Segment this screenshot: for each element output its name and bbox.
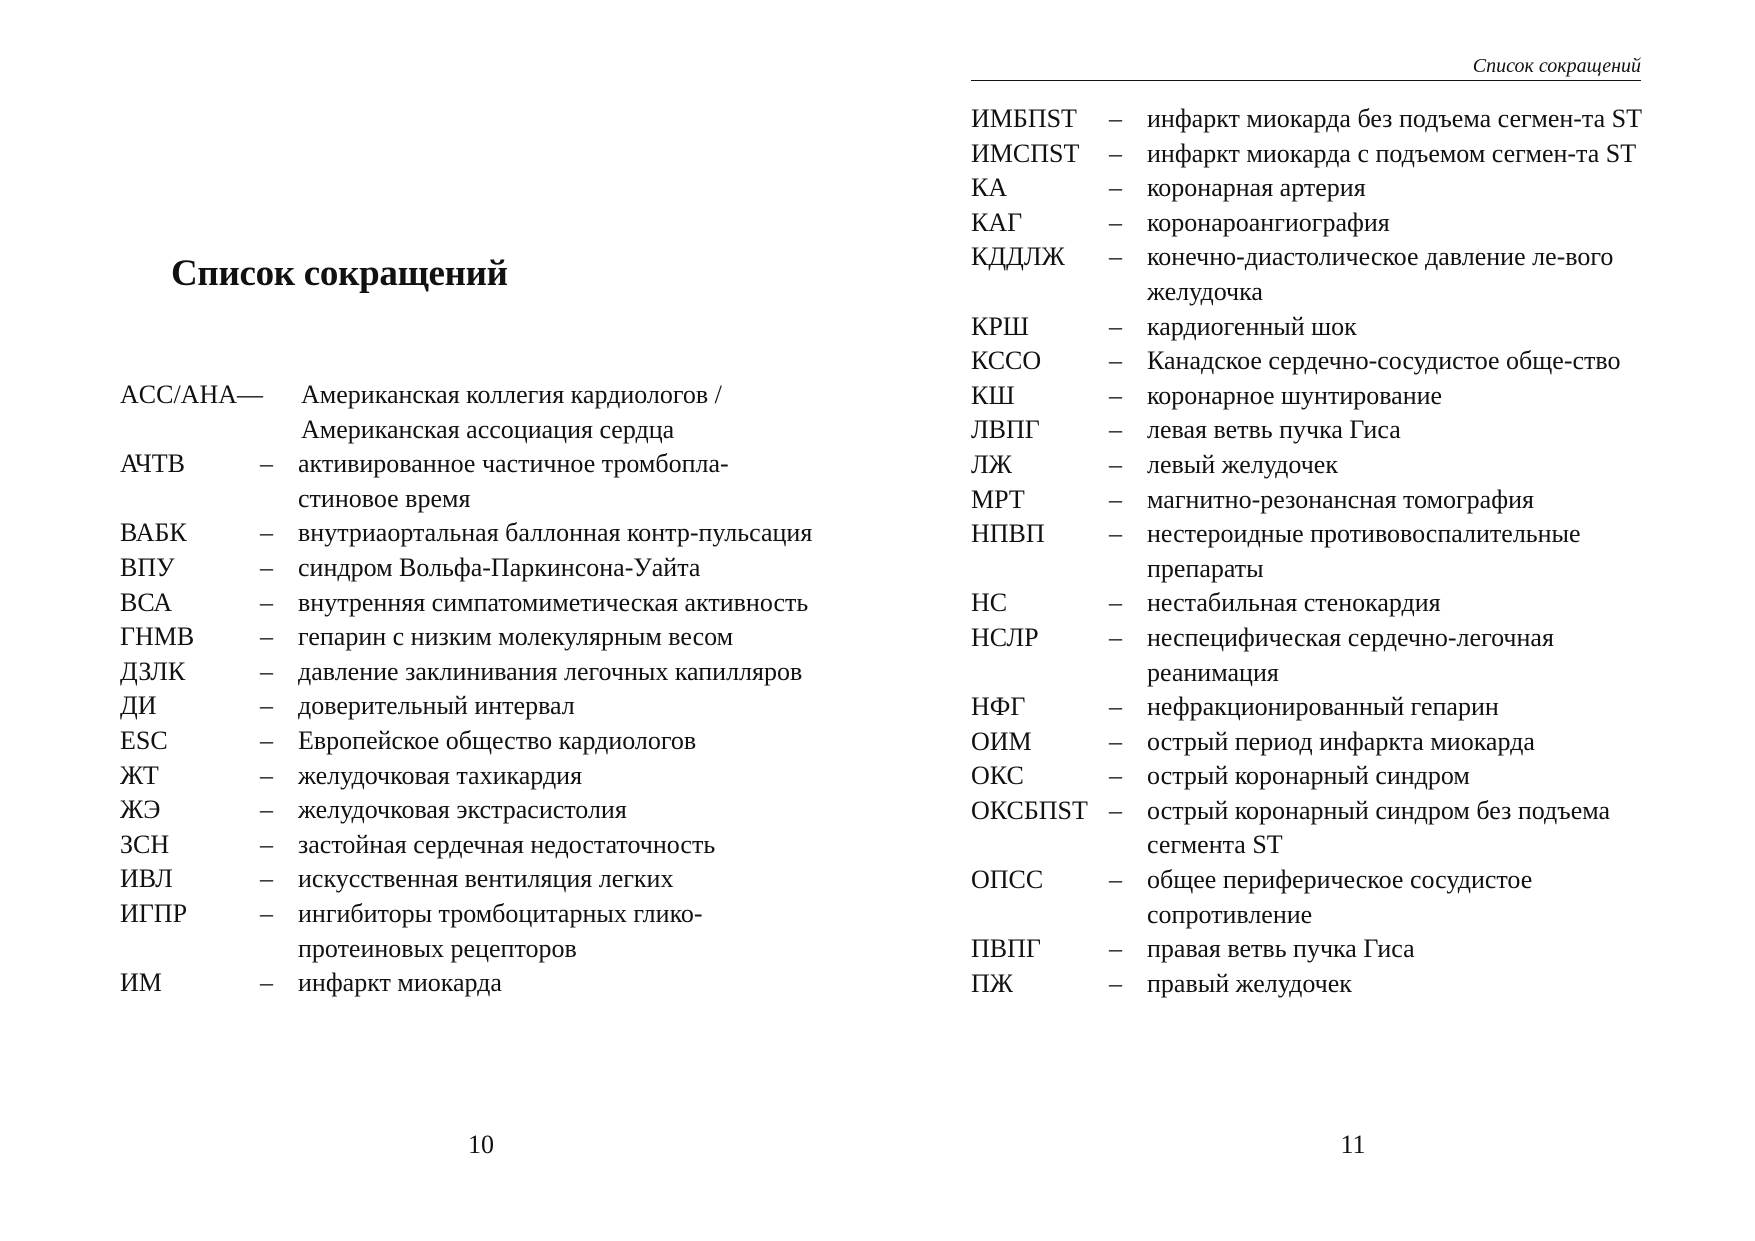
abbreviation-term: ПВПГ [971,934,1041,964]
abbreviation-term: КАГ [971,207,1023,237]
abbreviation-entry [120,689,820,724]
entry-dash: – [1109,104,1122,133]
abbreviation-definition: правый желудочек [1147,968,1352,998]
abbreviation-term: ESC [120,725,168,755]
abbreviation-definition: инфаркт миокарда [298,968,502,998]
abbreviation-definition: Американская коллегия кардиологов / Американская ассоциация сердца [301,380,722,444]
abbreviation-definition: нестероидные противовоспалительные препараты [1147,519,1581,583]
abbreviation-definition: коронарная артерия [1147,173,1366,203]
entry-dash: – [1109,692,1122,722]
abbreviation-term: АЧТВ [120,449,185,479]
entry-dash: – [1109,207,1122,237]
abbreviation-term: ОКС [971,761,1024,791]
entry-dash: – [1109,484,1122,514]
abbreviation-entry [971,310,1651,345]
abbreviation-definition: застойная сердечная недостаточность [298,829,716,859]
abbreviation-definition: Канадское сердечно-сосудистое обще-ство [1147,346,1621,376]
entry-dash: – [1109,622,1122,652]
entry-dash: – [260,552,273,582]
abbreviation-definition: неспецифическая сердечно-легочная реанимация [1147,622,1554,687]
abbreviation-definition: внутриаортальная баллонная контр-пульсация [298,518,813,548]
entry-dash: – [260,829,273,859]
abbreviation-entry [971,863,1651,932]
page-number-right: 11 [1340,1130,1366,1159]
abbreviation-definition: коронарное шунтирование [1147,380,1443,410]
entry-dash: – [260,760,273,790]
abbreviation-definition: острый коронарный синдром [1147,761,1470,791]
abbreviation-entry [971,379,1651,414]
abbreviation-entry [120,378,820,447]
abbreviation-definition: инфаркт миокарда с подъемом сегмен-та ST [1147,138,1637,168]
abbreviation-term: ВСА [120,587,173,617]
left-page [0,0,877,1241]
abbreviation-entry [971,621,1651,690]
abbreviation-definition: нефракционированный гепарин [1147,692,1499,722]
abbreviation-definition: ингибиторы тромбоцитарных глико-протеиновых рецепторов [298,898,703,963]
entry-dash: – [1109,865,1122,895]
abbreviation-definition: магнитно-резонансная томография [1147,484,1534,514]
abbreviation-definition: кардиогенный шок [1147,311,1357,341]
abbreviation-entry [120,897,820,966]
abbreviation-entry [971,517,1651,586]
abbreviation-term: НПВП [971,519,1045,549]
abbreviation-definition: гепарин с низким молекулярным весом [298,622,734,652]
abbreviation-definition: искусственная вентиляция легких [298,864,674,894]
abbreviation-entry [120,551,820,586]
entry-dash: – [1109,968,1122,998]
abbreviation-term: КА [971,173,1008,203]
abbreviation-term: ИМБПST [971,104,1077,133]
abbreviation-entry [971,206,1651,241]
abbreviation-term: ЖТ [120,760,159,790]
abbreviation-list-right [971,102,1651,1001]
abbreviation-entry [120,793,820,828]
abbreviation-definition: инфаркт миокарда без подъема сегмен-та ST [1147,104,1642,133]
abbreviation-entry [120,516,820,551]
abbreviation-term: ОИМ [971,726,1032,756]
entry-dash: – [1109,173,1122,203]
abbreviation-term: ЛЖ [971,449,1012,479]
entry-dash [263,378,301,447]
abbreviation-term: ИВЛ [120,864,173,894]
abbreviation-definition: Европейское общество кардиологов [298,725,697,755]
abbreviation-entry [971,171,1651,206]
running-head: Список сокращений [971,52,1641,81]
abbreviation-term: ОКСБПST [971,795,1088,825]
abbreviation-entry [120,724,820,759]
abbreviation-term: КШ [971,380,1015,410]
entry-dash: – [1109,588,1122,618]
abbreviation-term: ДЗЛК [120,656,186,686]
entry-dash: – [260,968,273,998]
entry-dash: – [1109,242,1122,272]
abbreviation-term: ВАБК [120,518,187,548]
entry-dash: – [260,725,273,755]
abbreviation-entry [971,344,1651,379]
entry-dash: – [1109,138,1122,168]
abbreviation-entry [971,413,1651,448]
abbreviation-definition: давление заклинивания легочных капилляров [298,656,803,686]
abbreviation-term: ЛВПГ [971,415,1040,445]
entry-dash: – [260,864,273,894]
abbreviation-entry [971,586,1651,621]
entry-dash: – [260,587,273,617]
abbreviation-entry [971,967,1651,1002]
abbreviation-entry [120,862,820,897]
entry-dash: – [1109,795,1122,825]
abbreviation-term: НФГ [971,692,1026,722]
entry-dash: – [260,898,273,928]
entry-dash: – [1109,726,1122,756]
abbreviation-entry [971,448,1651,483]
abbreviation-term: МРТ [971,484,1025,514]
entry-dash: – [260,691,273,721]
abbreviation-entry [971,725,1651,760]
entry-dash: – [1109,761,1122,791]
abbreviation-entry [120,966,820,1001]
abbreviation-definition: коронароангиография [1147,207,1390,237]
abbreviation-entry [971,137,1651,172]
section-title: Список сокращений [171,253,508,294]
entry-dash: – [1109,519,1122,549]
abbreviation-term: КРШ [971,311,1030,341]
entry-dash: – [1109,415,1122,445]
abbreviation-entry [971,483,1651,518]
abbreviation-term: ЗСН [120,829,170,859]
page-number-left: 10 [468,1130,494,1159]
abbreviation-definition: нестабильная стенокардия [1147,588,1441,618]
abbreviation-term: ЖЭ [120,795,161,825]
abbreviation-term: НС [971,588,1008,618]
abbreviation-definition: активированное частичное тромбопла-стиновое время [298,449,729,513]
entry-dash: – [260,656,273,686]
abbreviation-entry [971,240,1651,309]
abbreviation-definition: общее периферическое сосудистое сопротивление [1147,865,1533,929]
abbreviation-term: ДИ [120,691,157,721]
entry-dash: – [1109,934,1122,964]
abbreviation-entry [120,828,820,863]
entry-dash: – [1109,346,1122,376]
entry-dash: – [1109,311,1122,341]
abbreviation-definition: левая ветвь пучка Гиса [1147,415,1401,445]
abbreviation-term: ПЖ [971,968,1014,998]
abbreviation-definition: левый желудочек [1147,449,1338,479]
abbreviation-entry [971,102,1651,137]
abbreviation-entry [120,620,820,655]
entry-dash: – [260,449,273,479]
abbreviation-definition: острый период инфаркта миокарда [1147,726,1535,756]
abbreviation-entry [120,759,820,794]
abbreviation-term: ACC/AHA— [120,380,264,409]
entry-dash: – [260,518,273,548]
abbreviation-definition: желудочковая тахикардия [298,760,583,790]
abbreviation-entry [120,447,820,516]
abbreviation-definition: правая ветвь пучка Гиса [1147,934,1415,964]
abbreviation-definition: доверительный интервал [298,691,575,721]
right-page [877,0,1755,1241]
abbreviation-entry [120,586,820,621]
abbreviation-definition: внутренняя симпатомиметическая активность [298,587,809,617]
entry-dash: – [260,795,273,825]
abbreviation-entry [971,759,1651,794]
abbreviation-term: ИМ [120,968,162,998]
abbreviation-definition: конечно-диастолическое давление ле-вого желудочка [1147,242,1614,306]
abbreviation-term: НСЛР [971,622,1039,652]
abbreviation-definition: желудочковая экстрасистолия [298,795,627,825]
abbreviation-list-left [120,378,820,1001]
abbreviation-entry [971,690,1651,725]
abbreviation-term: ИГПР [120,898,188,928]
abbreviation-term: ОПСС [971,865,1044,895]
abbreviation-definition: острый коронарный синдром без подъема сегмента ST [1147,795,1611,860]
abbreviation-term: ВПУ [120,552,175,582]
entry-dash: – [1109,380,1122,410]
entry-dash: – [260,622,273,652]
abbreviation-term: КДДЛЖ [971,242,1065,272]
abbreviation-term: ГНМВ [120,622,195,652]
abbreviation-term: ИМСПST [971,138,1080,168]
abbreviation-entry [971,932,1651,967]
entry-dash: – [1109,449,1122,479]
abbreviation-entry [971,794,1651,863]
abbreviation-entry [120,655,820,690]
abbreviation-term: КССО [971,346,1042,376]
abbreviation-definition: синдром Вольфа-Паркинсона-Уайта [298,552,701,582]
